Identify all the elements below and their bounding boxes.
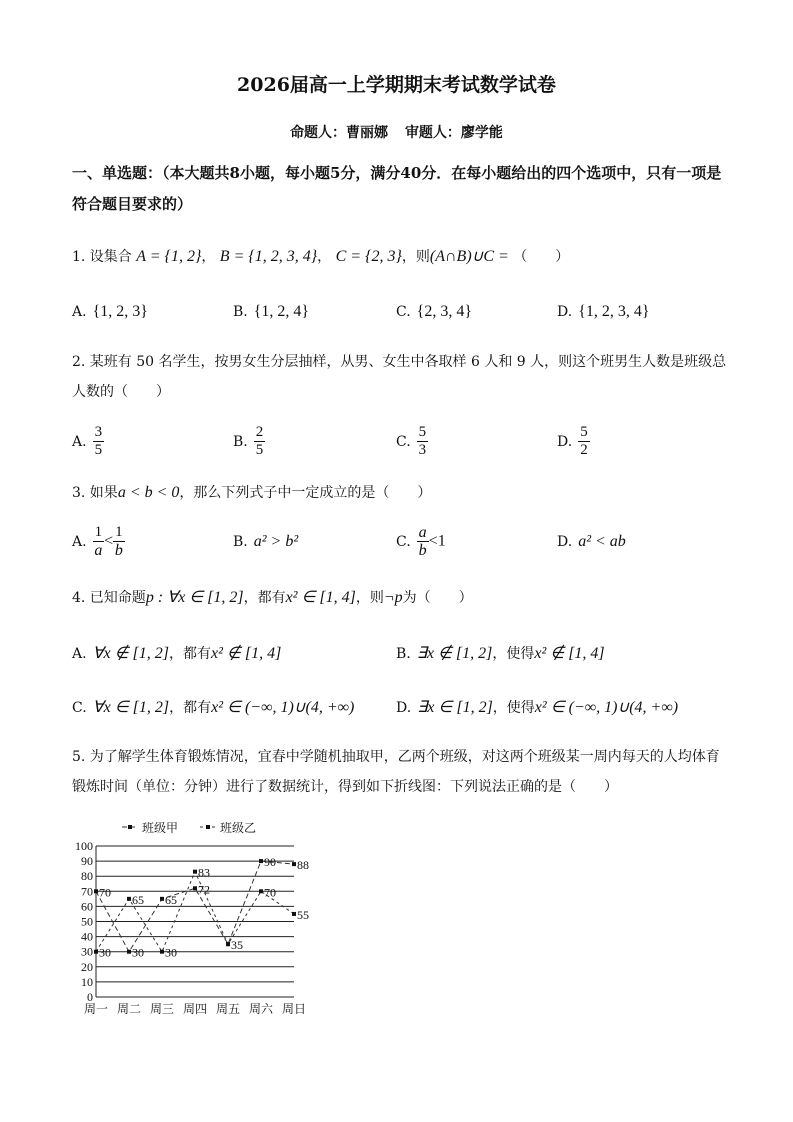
y-tick-label: 100 (75, 839, 93, 853)
q4-negation: ¬p (383, 589, 403, 606)
y-tick-label: 50 (81, 914, 93, 929)
q3-option-d: D. a² < ab (557, 533, 626, 550)
q1-set-b: B = {1, 2, 3, 4} (219, 248, 318, 265)
q1-blank: （ ） (513, 249, 570, 265)
question-3: 3. 如果a < b < 0，那么下列式子中一定成立的是（ ） (72, 484, 432, 501)
question-2: 2. 某班有 50 名学生，按男女生分层抽样，从男、女生中各取样 6 人和 9 人，则这个班男生人数是班级总人数的（ ） (72, 354, 727, 400)
data-label: 65 (132, 892, 144, 907)
section-heading: 一、单选题：（本大题共8小题，每小题5分，满分40分．在每小题给出的四个选项中，只有一项是符合题目要求的） (72, 164, 722, 213)
q4-option-c: C. ∀x ∈ [1, 2]，都有x² ∈ (−∞, 1)∪(4, +∞) (72, 699, 355, 716)
q1-then: ，则 (401, 249, 430, 265)
q3-option-a: A. $\frac{1}{a}$ < $\frac{1}{b}$ (72, 524, 123, 559)
q4-option-b: B. ∃x ∉ [1, 2]，使得x² ∉ [1, 4] (396, 645, 605, 662)
data-point (94, 889, 98, 893)
legend-marker (206, 825, 210, 829)
y-tick-label: 10 (81, 974, 93, 989)
q4-option-a: A. ∀x ∉ [1, 2]，都有x² ∉ [1, 4] (72, 645, 282, 662)
data-point (193, 886, 197, 890)
q1-expr: (A∩B)∪C = (429, 248, 509, 265)
data-label: 90 (264, 855, 276, 870)
data-point (160, 897, 164, 901)
data-label: 70 (264, 885, 276, 900)
q1-set-a: A = {1, 2} (136, 248, 202, 265)
exam-title: 2026届高一上学期期末考试数学试卷 (237, 74, 556, 96)
q4-option-d: D. ∃x ∈ [1, 2]，使得x² ∈ (−∞, 1)∪(4, +∞) (396, 699, 679, 716)
legend-label: 班级乙 (220, 821, 257, 835)
q2-option-d: D. $\frac{5}{2}$ (557, 424, 588, 458)
y-tick-label: 80 (81, 869, 93, 884)
data-label: 88 (297, 858, 309, 873)
data-point (259, 859, 263, 863)
q1-option-b: B. {1, 2, 4} (233, 303, 310, 320)
x-tick-label: 周五 (215, 1002, 241, 1016)
data-label: 35 (231, 938, 243, 953)
y-tick-label: 30 (81, 944, 93, 959)
data-point (94, 950, 98, 954)
data-label: 30 (99, 945, 111, 960)
data-label: 30 (165, 945, 177, 960)
legend-label: 班级甲 (142, 821, 179, 835)
data-point (160, 950, 164, 954)
q3-option-c: C. $\frac{a}{b}$ <1 (396, 524, 446, 559)
question-5: 5. 为了解学生体育锻炼情况，宜春中学随机抽取甲，乙两个班级，对这两个班级某一周内每天的人均体育锻炼时间（单位：分钟）进行了数据统计，得到如下折线图：下列说法正确的是（ ） (72, 749, 720, 795)
line-chart (62, 815, 312, 1025)
y-tick-label: 20 (81, 959, 93, 974)
data-label: 70 (99, 885, 111, 900)
data-point (292, 912, 296, 916)
q1-set-c: C = {2, 3} (335, 248, 402, 265)
y-tick-label: 90 (81, 854, 93, 869)
data-label: 65 (165, 892, 177, 907)
q3-option-b: B. a² > b² (233, 533, 299, 550)
x-tick-label: 周六 (248, 1002, 274, 1016)
data-label: 72 (198, 882, 210, 897)
q2-option-c: C. $\frac{5}{3}$ (396, 424, 427, 458)
q2-option-b: B. $\frac{2}{5}$ (233, 424, 264, 458)
data-label: 30 (132, 945, 144, 960)
q3-condition: a < b < 0 (117, 484, 180, 501)
setter: 命题人：曹丽娜 (290, 125, 389, 141)
q1-option-a: A. {1, 2, 3} (72, 303, 148, 320)
y-tick-label: 70 (81, 884, 93, 899)
x-tick-label: 周二 (116, 1002, 142, 1016)
q1-option-c: C. {2, 3, 4} (396, 303, 473, 320)
data-point (193, 870, 197, 874)
x-tick-label: 周一 (83, 1002, 109, 1016)
y-tick-label: 0 (87, 990, 93, 1004)
reviewer: 审题人：廖学能 (404, 125, 503, 141)
x-tick-label: 周四 (182, 1002, 208, 1016)
question-1: 1. 设集合 A = {1, 2}， B = {1, 2, 3, 4}， C = {2, 3}，则(A∩B)∪C = （ ） (72, 248, 570, 265)
data-point (292, 862, 296, 866)
question-4: 4. 已知命题p : ∀x ∈ [1, 2]，都有x² ∈ [1, 4]，则¬p为（ ） (72, 589, 473, 606)
y-tick-label: 40 (81, 929, 93, 944)
q1-prefix: 1. 设集合 (72, 249, 132, 265)
q4-proposition: p : ∀x ∈ [1, 2] (145, 589, 244, 606)
data-point (259, 889, 263, 893)
legend-marker (128, 825, 132, 829)
series-line (96, 872, 294, 952)
x-tick-label: 周三 (149, 1002, 175, 1016)
y-tick-label: 60 (81, 899, 93, 914)
data-label: 55 (297, 907, 309, 922)
exam-authors (0, 122, 793, 142)
x-tick-label: 周日 (281, 1002, 307, 1016)
q1-option-d: D. {1, 2, 3, 4} (557, 303, 650, 320)
data-point (127, 897, 131, 901)
data-point (226, 942, 230, 946)
data-point (127, 950, 131, 954)
q2-option-a: A. $\frac{3}{5}$ (72, 424, 103, 458)
data-label: 83 (198, 865, 210, 880)
